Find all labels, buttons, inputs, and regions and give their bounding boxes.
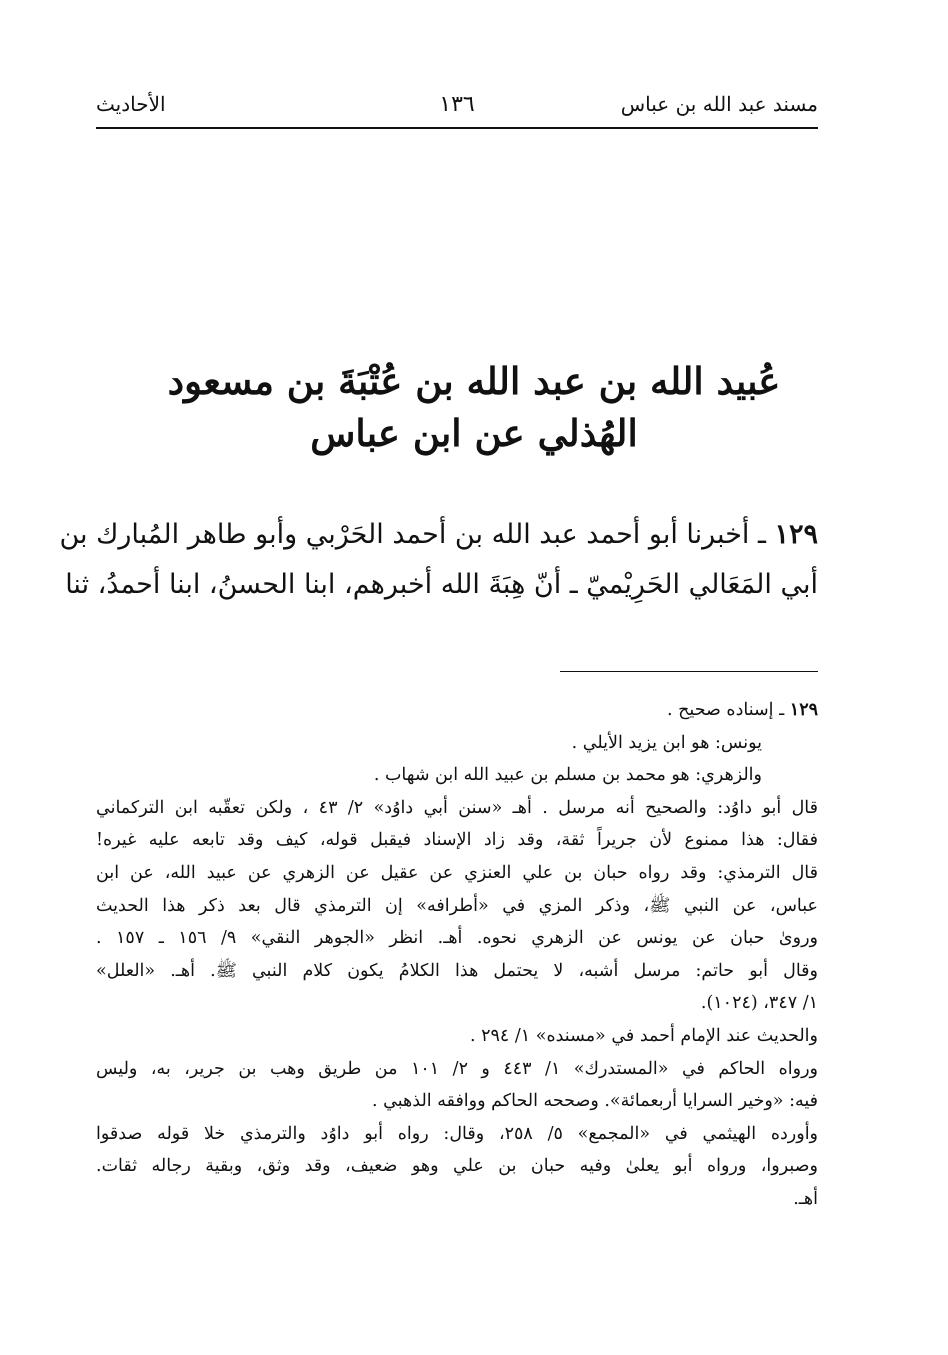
page-number: ١٣٦ [439,92,475,117]
footnote-line: يونس: هو ابن يزيد الأيلي . [571,732,762,753]
running-header [96,88,818,128]
footnote-number: ١٢٩ [789,700,818,720]
hadith-line-1-text: ـ أخبرنا أبو أحمد عبد الله بن أحمد الحَرْبي وأبو طاهر المُبارك بن [59,519,766,550]
footnote-line: وقال أبو حاتم: مرسل أشبه، لا يحتمل هذا الكلامُ يكون كلام النبي ﷺ. أهـ. «العلل» [96,960,818,981]
hadith-number: ١٢٩ [774,519,818,550]
footnote-line: أهـ. [793,1188,818,1209]
footnote-line: والحديث عند الإمام أحمد في «مسنده» ١/ ٢٩٤ . [469,1025,818,1046]
hadith-line-1 [59,510,818,560]
book-title: مسند عبد الله بن عباس [620,92,818,116]
footnote-line: وروىٰ حبان عن يونس عن الزهري نحوه. أهـ. انظر «الجوهر النقي» ٩/ ١٥٦ ـ ١٥٧ . [96,928,818,949]
header-rule [96,127,818,129]
footnote [96,694,818,1216]
footnote-line: وأورده الهيثمي في «المجمع» ٥/ ٢٥٨، وقال: رواه أبو داوُد والترمذي خلا قوله صدقوا [96,1123,818,1144]
hadith-line-2: أبي المَعَالي الحَرِيْميّ ـ أنّ هِبَةَ الله أخبرهم، ابنا الحسنُ، ابنا أحمدُ، ثنا [65,569,818,600]
footnote-line: ١/ ٣٤٧، (١٠٢٤). [700,993,818,1014]
chapter-title-line-1: عُبيد الله بن عبد الله بن عُتْبَةَ بن مسعود [167,359,781,403]
footnote-line: ١٢٩ ـ إسناده صحيح . [667,700,818,720]
chapter-title-line-2: الهُذلي عن ابن عباس [310,411,638,455]
footnote-line: عباس، عن النبي ﷺ، وذكر المزي في «أطرافه» إن الترمذي قال بعد ذكر هذا الحديث [96,895,818,916]
footnote-line: فيه: «وخير السرايا أربعمائة». وصححه الحاكم ووافقه الذهبي . [372,1091,818,1112]
footnote-line: قال الترمذي: وقد رواه حبان بن علي العنزي عن عقيل عن الزهري عن عبيد الله، عن ابن [96,862,818,883]
footnote-rule [560,671,818,672]
section-name: الأحاديث [96,92,166,116]
footnote-line: وصبروا، ورواه أبو يعلىٰ وفيه حبان بن علي وهو ضعيف، وقد وثق، وبقية رجاله ثقات. [96,1156,818,1177]
footnote-line: والزهري: هو محمد بن مسلم بن عبيد الله ابن شهاب . [373,765,762,786]
chapter-title [120,355,828,459]
hadith-text [59,510,818,610]
footnote-line: ورواه الحاكم في «المستدرك» ١/ ٤٤٣ و ٢/ ١٠١ من طريق وهب بن جرير، به، وليس [96,1058,818,1079]
footnote-line: قال أبو داوُد: والصحيح أنه مرسل . أهـ «سنن أبي داوُد» ٢/ ٤٣ ، ولكن تعقّبه ابن التركماني [96,797,818,818]
footnote-line: فقال: هذا ممنوع لأن جريراً ثقة، وقد زاد الإسناد فيقبل قوله، كيف وقد تابعه عليه غيره! [96,830,818,851]
